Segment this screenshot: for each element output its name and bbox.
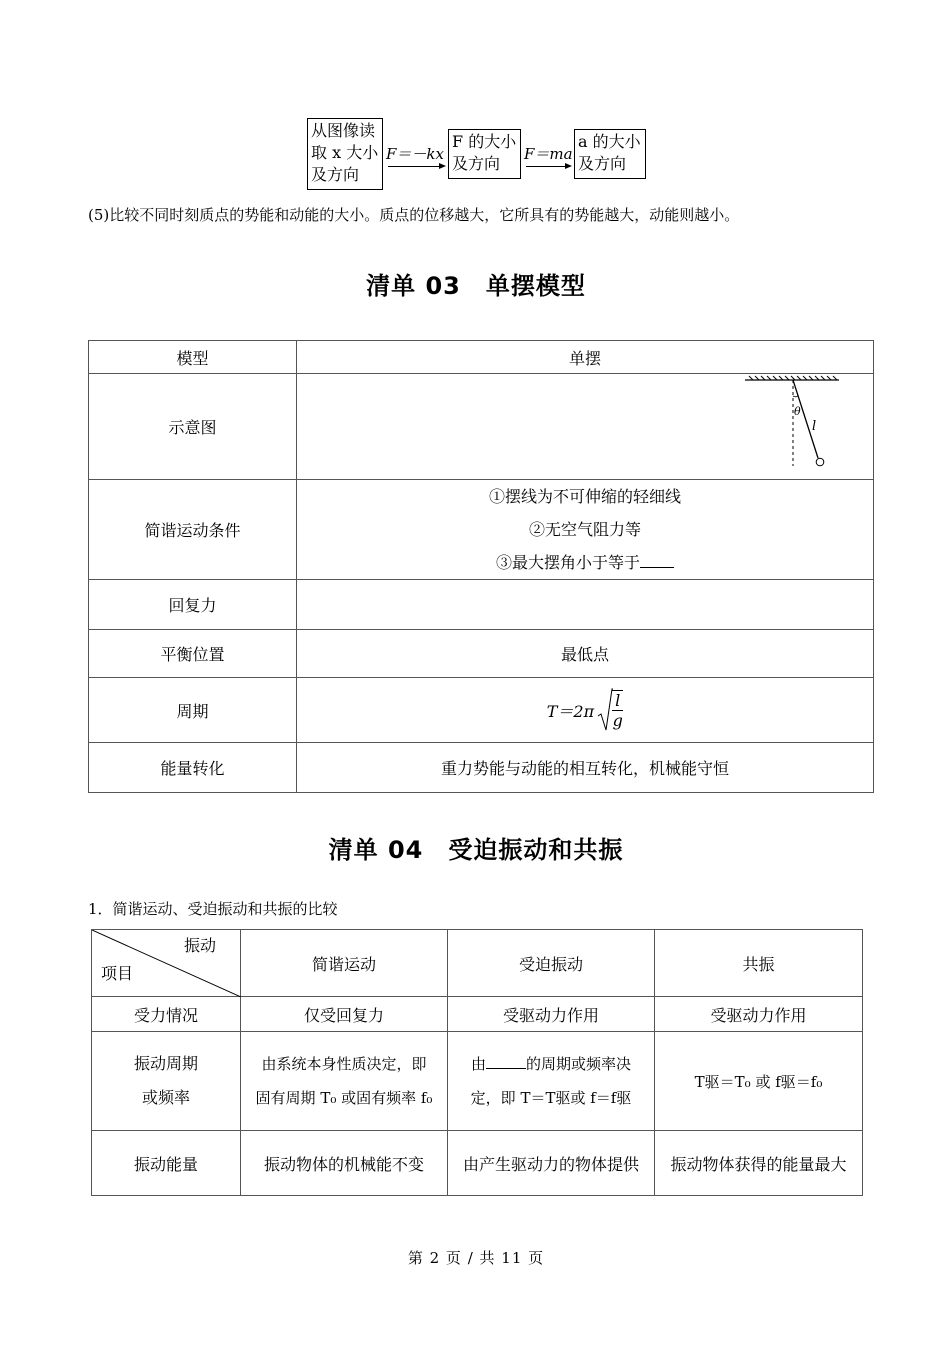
flow-box-line: 取 x 大小 bbox=[311, 143, 379, 162]
cell-line: 由系统本身性质决定，即 bbox=[261, 1055, 427, 1073]
flow-box-line: 及方向 bbox=[311, 165, 360, 184]
flow-box-line: F 的大小 bbox=[452, 132, 517, 151]
table-row bbox=[92, 1131, 863, 1196]
cell-energy-resonance: 振动物体获得的能量最大 bbox=[655, 1131, 863, 1196]
flow-arrow-line bbox=[388, 166, 440, 167]
table-row bbox=[89, 480, 874, 580]
flow-box-acceleration bbox=[574, 129, 646, 179]
flow-arrow-label-newton: F＝ma bbox=[524, 145, 573, 163]
table-row bbox=[92, 930, 863, 997]
cell-period-resonance: T驱＝T₀ 或 f驱＝f₀ bbox=[655, 1032, 863, 1131]
table-row bbox=[89, 374, 874, 480]
sqrt-sign bbox=[597, 688, 613, 732]
flow-arrow-head bbox=[439, 163, 446, 169]
period-formula-cell bbox=[297, 678, 874, 743]
row-label-line: 振动周期 bbox=[133, 1054, 198, 1073]
column-header-resonance: 共振 bbox=[655, 930, 863, 997]
cell-text: 由 bbox=[470, 1055, 486, 1073]
cell-line: 定，即 T＝T驱或 f＝f驱 bbox=[470, 1089, 632, 1107]
corner-top-label: 振动 bbox=[183, 936, 216, 955]
flow-box-line: 及方向 bbox=[578, 154, 627, 173]
cell-energy-forced: 由产生驱动力的物体提供 bbox=[448, 1131, 655, 1196]
corner-header-cell bbox=[92, 930, 241, 997]
header-model: 模型 bbox=[89, 341, 297, 374]
table-row bbox=[92, 1032, 863, 1131]
flow-box-image-read bbox=[307, 118, 383, 190]
fraction-numerator: l bbox=[612, 692, 623, 711]
equilibrium-value: 最低点 bbox=[297, 630, 874, 678]
flow-box-line: 及方向 bbox=[452, 154, 501, 173]
table-row bbox=[89, 341, 874, 374]
section-3-title: 清单 03 单摆模型 bbox=[366, 272, 586, 300]
energy-value: 重力势能与动能的相互转化，机械能守恒 bbox=[297, 743, 874, 793]
cell-line: 固有周期 T₀ 或固有频率 f₀ bbox=[255, 1089, 433, 1107]
condition-item: ③最大摆角小于等于 bbox=[495, 553, 640, 572]
page-footer: 第 2 页 / 共 11 页 bbox=[407, 1249, 545, 1267]
column-header-simple-harmonic: 简谐运动 bbox=[241, 930, 448, 997]
row-label-period-frequency bbox=[92, 1032, 241, 1131]
row-label-line: 或频率 bbox=[141, 1088, 190, 1107]
fill-blank bbox=[640, 553, 674, 568]
section-4-title: 清单 04 受迫振动和共振 bbox=[328, 836, 624, 864]
section-4-subtitle: 1．简谐运动、受迫振动和共振的比较 bbox=[88, 900, 338, 918]
row-label-period: 周期 bbox=[89, 678, 297, 743]
header-pendulum: 单摆 bbox=[297, 341, 874, 374]
length-label: l bbox=[812, 419, 817, 434]
conditions-cell bbox=[297, 480, 874, 580]
corner-bottom-label: 项目 bbox=[101, 964, 134, 983]
row-label-equilibrium: 平衡位置 bbox=[89, 630, 297, 678]
condition-item-with-blank bbox=[297, 546, 873, 579]
table-row bbox=[92, 997, 863, 1032]
cell-period-forced bbox=[448, 1032, 655, 1131]
cell-text: 的周期或频率决 bbox=[526, 1055, 632, 1073]
table-row bbox=[89, 678, 874, 743]
cell-force-forced: 受驱动力作用 bbox=[448, 997, 655, 1032]
condition-item: ①摆线为不可伸缩的轻细线 bbox=[488, 487, 681, 506]
fraction bbox=[612, 690, 623, 731]
row-label-energy: 能量转化 bbox=[89, 743, 297, 793]
flow-arrow-line bbox=[526, 166, 566, 167]
fill-blank bbox=[486, 1054, 526, 1069]
cell-force-resonance: 受驱动力作用 bbox=[655, 997, 863, 1032]
paragraph-5: (5)比较不同时刻质点的势能和动能的大小。质点的位移越大，它所具有的势能越大，动能则越小。 bbox=[88, 206, 740, 224]
cell-force-shm: 仅受回复力 bbox=[241, 997, 448, 1032]
row-label-diagram: 示意图 bbox=[89, 374, 297, 480]
flow-arrow-label-hooke: F＝－kx bbox=[386, 145, 444, 163]
pendulum-table bbox=[88, 340, 874, 793]
flow-arrow-head bbox=[565, 163, 572, 169]
pendulum-diagram-cell bbox=[297, 374, 874, 480]
fraction-denominator: g bbox=[612, 710, 623, 730]
pendulum-diagram bbox=[297, 374, 874, 479]
flow-box-line: 从图像读 bbox=[311, 121, 376, 140]
row-label-restoring-force: 回复力 bbox=[89, 580, 297, 630]
period-prefix: T＝2π bbox=[546, 701, 595, 721]
row-label-conditions: 简谐运动条件 bbox=[89, 480, 297, 580]
condition-item: ②无空气阻力等 bbox=[528, 520, 641, 539]
flow-box-force bbox=[448, 129, 521, 179]
column-header-forced: 受迫振动 bbox=[448, 930, 655, 997]
table-row bbox=[89, 743, 874, 793]
cell-line-with-blank bbox=[448, 1047, 654, 1081]
theta-label: θ bbox=[794, 405, 801, 418]
vibration-comparison-table bbox=[91, 929, 863, 1196]
table-row bbox=[89, 630, 874, 678]
row-label-energy: 振动能量 bbox=[92, 1131, 241, 1196]
row-label-force: 受力情况 bbox=[92, 997, 241, 1032]
flow-box-line: a 的大小 bbox=[578, 132, 641, 151]
restoring-force-value bbox=[297, 580, 874, 630]
period-formula bbox=[547, 688, 624, 732]
cell-energy-shm: 振动物体的机械能不变 bbox=[241, 1131, 448, 1196]
cell-period-shm bbox=[241, 1032, 448, 1131]
table-row bbox=[89, 580, 874, 630]
